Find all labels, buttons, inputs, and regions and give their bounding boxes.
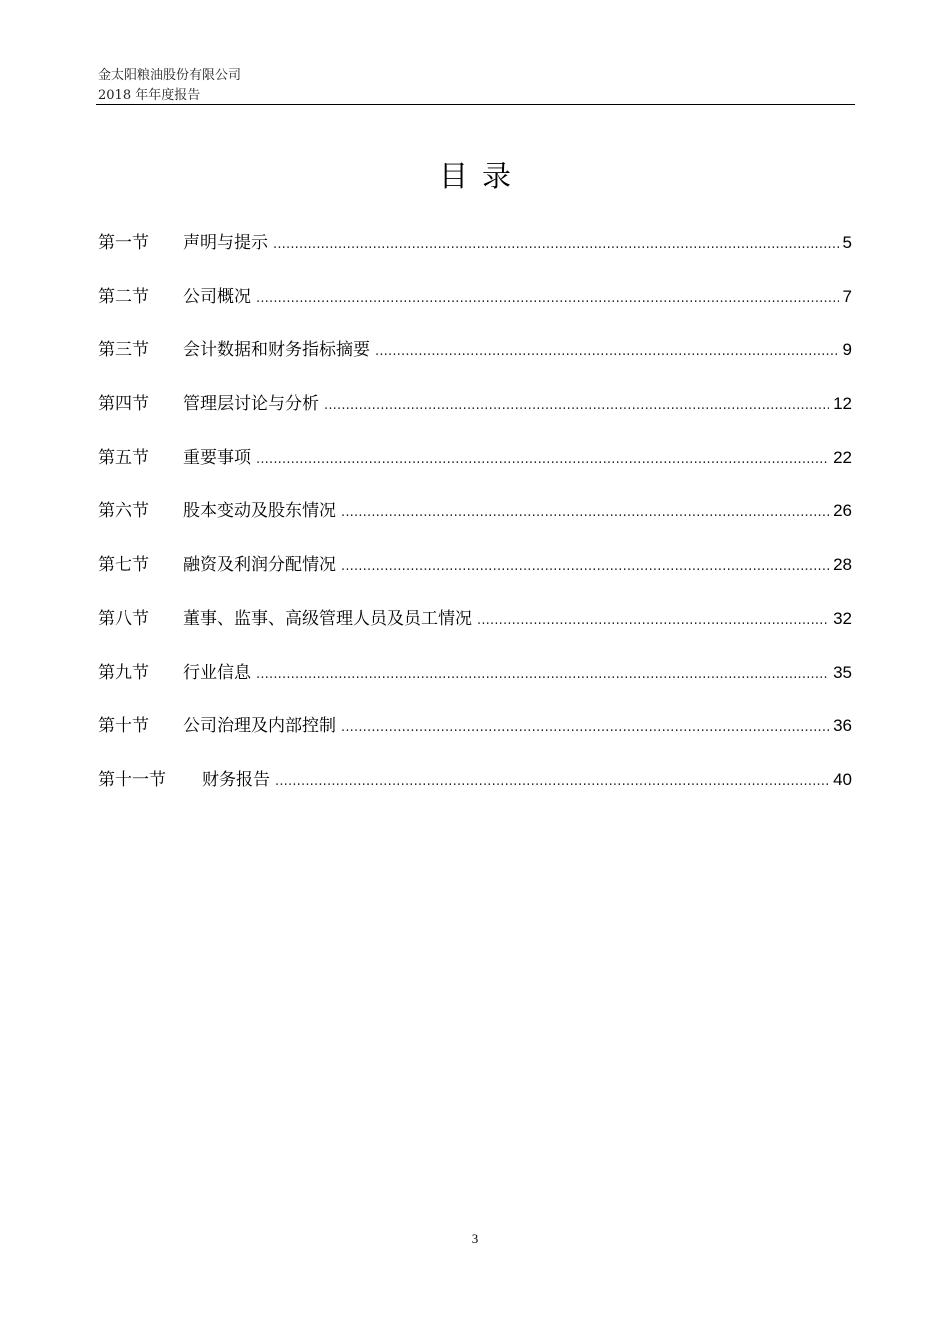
toc-entry[interactable] bbox=[98, 763, 852, 817]
page-header bbox=[98, 66, 854, 106]
toc-dot-leader bbox=[375, 335, 839, 369]
toc-section-number: 第九节 bbox=[98, 662, 149, 683]
toc-dot-leader bbox=[256, 282, 839, 316]
toc-dot-leader bbox=[341, 550, 829, 584]
toc-entry[interactable] bbox=[98, 333, 852, 387]
toc-section-number: 第八节 bbox=[98, 608, 149, 629]
toc-page-number: 22 bbox=[833, 447, 852, 467]
toc-section-title: 会计数据和财务指标摘要 bbox=[183, 340, 370, 361]
toc-page-number: 5 bbox=[842, 233, 852, 252]
toc-section-title: 重要事项 bbox=[183, 447, 251, 468]
table-of-contents bbox=[98, 226, 852, 817]
toc-dot-leader bbox=[256, 443, 829, 477]
toc-section-title: 管理层讨论与分析 bbox=[183, 394, 319, 415]
toc-entry[interactable] bbox=[98, 441, 852, 495]
header-report-name: 2018 年年度报告 bbox=[98, 88, 201, 103]
toc-section-number: 第五节 bbox=[98, 447, 149, 468]
toc-section-number: 第一节 bbox=[98, 233, 149, 253]
toc-dot-leader bbox=[477, 604, 829, 638]
toc-entry[interactable] bbox=[98, 494, 852, 548]
toc-section-number: 第七节 bbox=[98, 555, 149, 576]
toc-page-number: 26 bbox=[833, 501, 852, 521]
toc-section-title: 行业信息 bbox=[183, 662, 251, 683]
toc-section-number: 第六节 bbox=[98, 501, 149, 522]
toc-section-number: 第十一节 bbox=[98, 769, 166, 790]
toc-dot-leader bbox=[273, 228, 839, 262]
toc-entry[interactable] bbox=[98, 656, 852, 710]
header-company-name: 金太阳粮油股份有限公司 bbox=[98, 68, 242, 83]
toc-section-title: 股本变动及股东情况 bbox=[183, 501, 336, 522]
toc-entry[interactable] bbox=[98, 602, 852, 656]
toc-dot-leader bbox=[275, 765, 829, 799]
toc-page-number: 40 bbox=[833, 769, 852, 789]
header-divider bbox=[96, 104, 855, 105]
toc-section-title: 公司治理及内部控制 bbox=[183, 716, 336, 737]
toc-section-title: 公司概况 bbox=[183, 286, 251, 307]
toc-section-title: 董事、监事、高级管理人员及员工情况 bbox=[183, 608, 472, 629]
toc-section-number: 第二节 bbox=[98, 286, 149, 307]
toc-dot-leader bbox=[256, 658, 829, 692]
toc-page-number: 28 bbox=[833, 555, 852, 575]
toc-section-number: 第三节 bbox=[98, 340, 149, 361]
toc-entry[interactable] bbox=[98, 226, 852, 280]
toc-dot-leader bbox=[324, 389, 829, 423]
toc-entry[interactable] bbox=[98, 280, 852, 334]
toc-section-number: 第十节 bbox=[98, 716, 149, 737]
toc-page-number: 32 bbox=[833, 608, 852, 628]
toc-section-title: 融资及利润分配情况 bbox=[183, 555, 336, 576]
page-number: 3 bbox=[471, 1231, 479, 1246]
toc-section-title: 财务报告 bbox=[202, 769, 270, 790]
toc-entry[interactable] bbox=[98, 548, 852, 602]
toc-section-number: 第四节 bbox=[98, 394, 149, 415]
toc-page-number: 35 bbox=[833, 662, 852, 682]
toc-section-title: 声明与提示 bbox=[183, 233, 268, 253]
toc-dot-leader bbox=[341, 711, 829, 745]
toc-page-number: 9 bbox=[842, 340, 852, 360]
toc-page-number: 7 bbox=[842, 286, 852, 306]
toc-page-number: 12 bbox=[833, 394, 852, 414]
toc-entry[interactable] bbox=[98, 709, 852, 763]
toc-entry[interactable] bbox=[98, 387, 852, 441]
toc-title: 目录 bbox=[438, 159, 525, 193]
toc-page-number: 36 bbox=[833, 716, 852, 736]
toc-dot-leader bbox=[341, 496, 829, 530]
